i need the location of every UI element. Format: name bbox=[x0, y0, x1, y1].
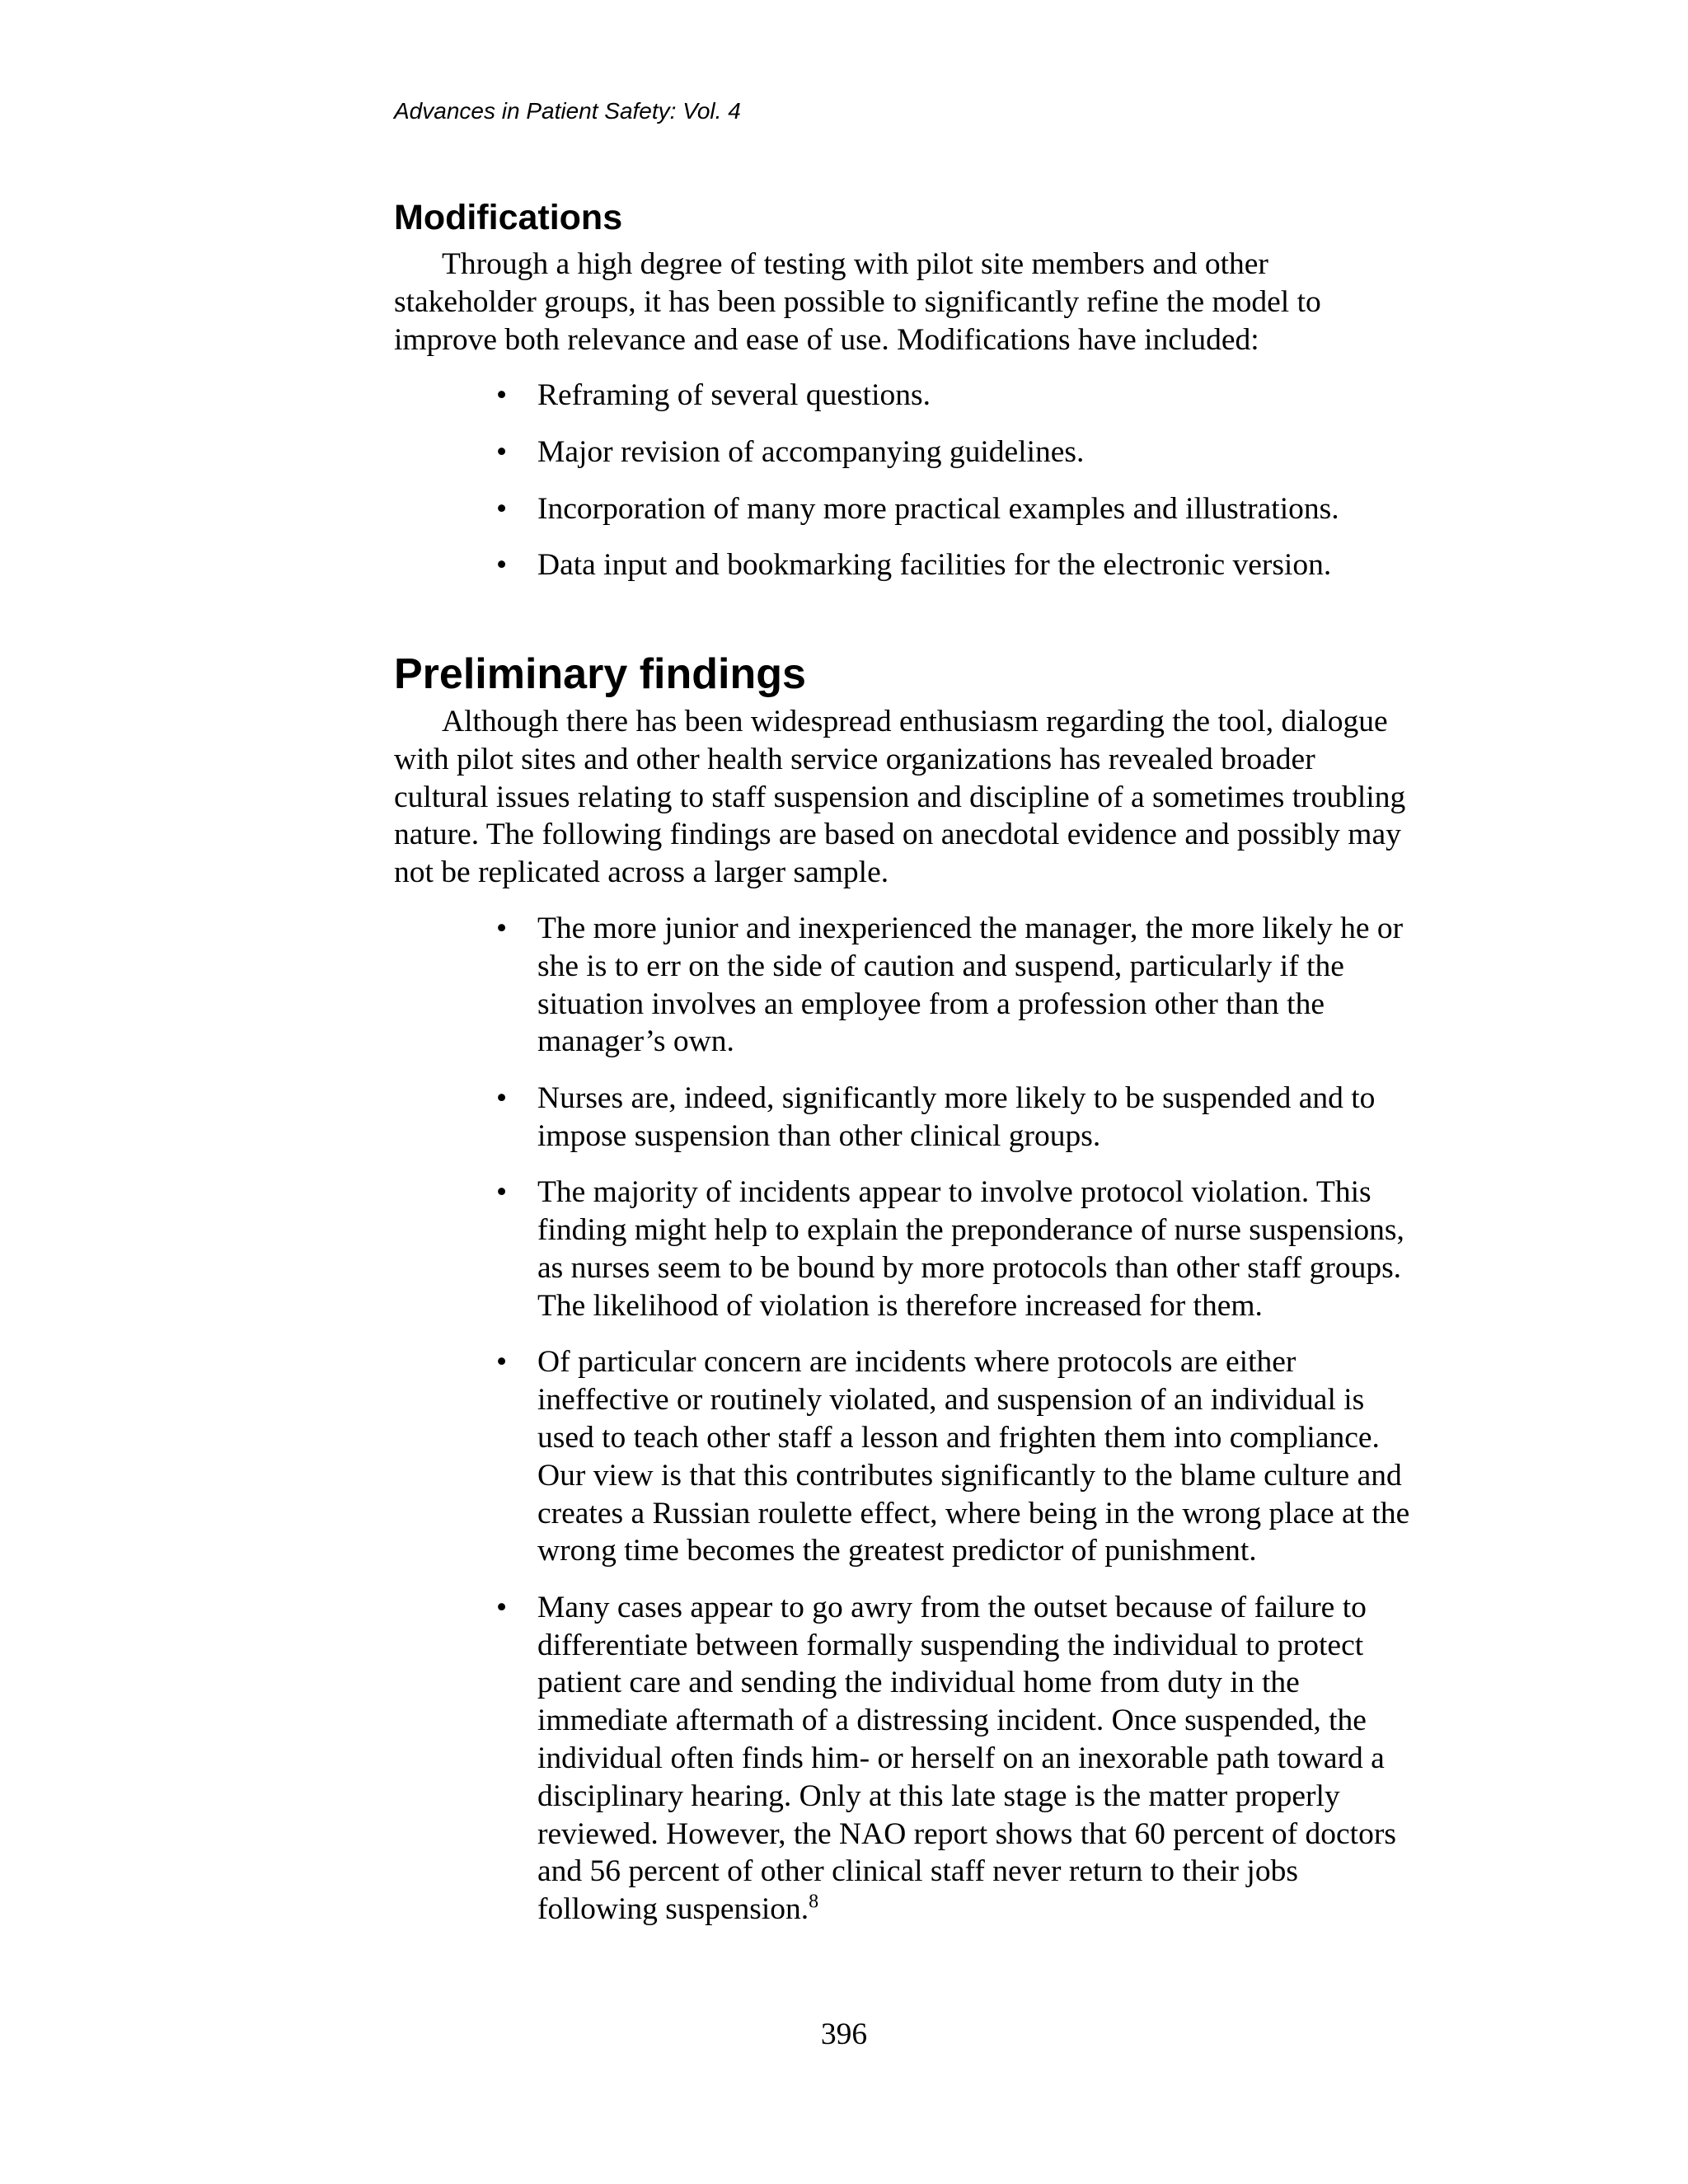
preliminary-findings-paragraph: Although there has been widespread enthusiasm regarding the tool, dialogue with pilot sites and other health service organizations has revealed broader cultural issues relating to staff suspension and discipline of a sometimes troubling nature. The following findings are based on anecdotal evidence and possibly may not be replicated across a larger sample. bbox=[394, 704, 1406, 890]
list-item bbox=[394, 434, 1482, 471]
list-item bbox=[394, 1589, 1482, 1929]
list-item-text: Major revision of accompanying guidelines. bbox=[537, 434, 1085, 469]
preliminary-findings-bullet-list bbox=[394, 910, 1482, 1929]
list-item bbox=[394, 1174, 1482, 1324]
section-heading-modifications: Modifications bbox=[394, 198, 623, 237]
list-item bbox=[394, 490, 1482, 528]
list-item-text: The more junior and inexperienced the manager, the more likely he or she is to err on the side of caution and suspend, particularly if the situation involves an employee from a profession other than the manager’s own. bbox=[537, 911, 1404, 1059]
list-item bbox=[394, 1343, 1482, 1570]
bullet-icon: • bbox=[496, 378, 508, 413]
list-item bbox=[394, 377, 1482, 415]
list-item bbox=[394, 910, 1482, 1061]
list-item-text: The majority of incidents appear to involve protocol violation. This finding might help to explain the preponderance of nurse suspensions, as nurses seem to be bound by more protocols than other staff groups. The likelihood of violation is therefore increased for them. bbox=[537, 1175, 1404, 1323]
list-item-text: Of particular concern are incidents where protocols are either ineffective or routinely violated, and suspension of an individual is used to teach other staff a lesson and frighten them into compliance. Our view is that this contributes significantly to the blame culture and creates a Russian roulette effect, where being in the wrong place at the wrong time becomes the greatest predictor of punishment. bbox=[537, 1345, 1410, 1568]
footnote-reference[interactable]: 8 bbox=[809, 1891, 819, 1913]
bullet-icon: • bbox=[496, 1345, 508, 1380]
page-content bbox=[394, 194, 1482, 1947]
section-heading-preliminary-findings: Preliminary findings bbox=[394, 649, 806, 698]
modifications-paragraph: Through a high degree of testing with pilot site members and other stakeholder groups, it has been possible to significantly refine the model to improve both relevance and ease of use. Modifications have included: bbox=[394, 247, 1321, 357]
running-head: Advances in Patient Safety: Vol. 4 bbox=[394, 98, 741, 124]
modifications-bullet-list bbox=[394, 377, 1482, 584]
bullet-icon: • bbox=[496, 434, 508, 469]
list-item-text: Reframing of several questions. bbox=[537, 378, 931, 413]
list-item-text: Many cases appear to go awry from the outset because of failure to differentiate between formally suspending the individual to protect patient care and sending the individual home from duty in the immediate aftermath of a distressing incident. Once suspended, the individual often finds him- or herself on an inexorable path toward a disciplinary hearing. Only at this late stage is the matter properly reviewed. However, the NAO report shows that 60 percent of doctors and 56 percent of other clinical staff never return to their jobs following suspension. bbox=[537, 1590, 1396, 1927]
bullet-icon: • bbox=[496, 1175, 508, 1210]
bullet-icon: • bbox=[496, 548, 508, 583]
list-item-text: Nurses are, indeed, significantly more likely to be suspended and to impose suspension than other clinical groups. bbox=[537, 1080, 1376, 1153]
bullet-icon: • bbox=[496, 1590, 508, 1624]
bullet-icon: • bbox=[496, 911, 508, 945]
bullet-icon: • bbox=[496, 1080, 508, 1115]
list-item-text: Data input and bookmarking facilities for the electronic version. bbox=[537, 548, 1332, 583]
page-number: 396 bbox=[820, 2018, 868, 2051]
bullet-icon: • bbox=[496, 491, 508, 526]
list-item-text: Incorporation of many more practical examples and illustrations. bbox=[537, 491, 1339, 526]
list-item bbox=[394, 1080, 1482, 1155]
list-item bbox=[394, 546, 1482, 584]
